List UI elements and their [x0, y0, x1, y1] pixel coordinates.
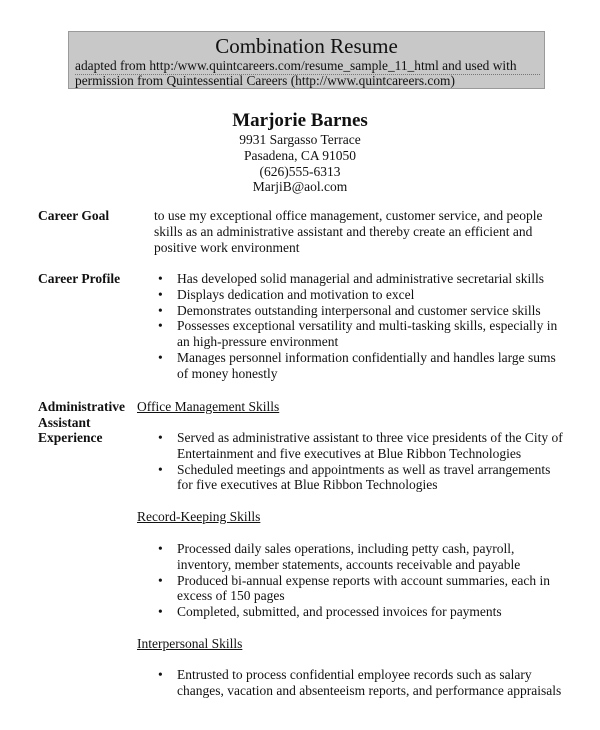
list-item [155, 271, 565, 287]
list-item [155, 287, 565, 303]
list-item-line: changes, vacation and absenteeism reports, and performance appraisals [177, 682, 562, 698]
career-goal-line: skills as an administrative assistant and thereby create an efficient and [154, 223, 533, 239]
contact-block [0, 110, 600, 195]
list-item-line: for five executives at Blue Ribbon Technologies [177, 477, 438, 493]
list-item [155, 541, 565, 573]
career-goal-text [154, 208, 554, 255]
list-item-line: • Processed daily sales operations, including petty cash, payroll, [177, 541, 515, 556]
list-item-line: an high-pressure environment [177, 334, 339, 350]
list-item-line: • Possesses exceptional versatility and multi-tasking skills, especially in [177, 318, 558, 334]
list-item [155, 303, 565, 319]
list-item [155, 318, 565, 350]
list-item-line: Entertainment and five executives at Blue Ribbon Technologies [177, 445, 522, 461]
header-banner [68, 31, 545, 89]
career-goal-label: Career Goal [38, 208, 110, 223]
document-title: Combination Resume [215, 34, 398, 58]
email-address: MarjiB@aol.com [252, 179, 348, 195]
career-profile-label: Career Profile [38, 271, 121, 286]
list-item-line: excess of 150 pages [177, 588, 285, 604]
list-item-line: • Entrusted to process confidential employee records such as salary [177, 667, 532, 682]
experience-label-line: Assistant [38, 414, 91, 430]
list-item [155, 350, 565, 382]
experience-label [38, 399, 125, 446]
list-item-line: inventory, member statements, accounts receivable and payable [177, 556, 521, 572]
list-item-line: • Manages personnel information confidentially and handles large sums [177, 349, 556, 365]
phone-number: (626)555-6313 [259, 163, 341, 179]
experience-label-line: Experience [38, 430, 103, 446]
list-item [155, 573, 565, 605]
list-item [155, 430, 565, 462]
career-profile-list [155, 271, 565, 382]
interpersonal-heading: Interpersonal Skills [137, 636, 243, 651]
list-item [155, 667, 565, 699]
office-management-list [155, 430, 565, 493]
career-goal-line: positive work environment [154, 239, 300, 255]
list-item-line: • Scheduled meetings and appointments as well as travel arrangements [177, 461, 551, 477]
list-item-line: • Produced bi-annual expense reports with account summaries, each in [177, 572, 551, 588]
career-goal-line: to use my exceptional office management, customer service, and people [154, 208, 543, 223]
city-state-zip: Pasadena, CA 91050 [243, 147, 357, 163]
experience-label-line: Administrative [38, 399, 125, 414]
list-item-line: • Demonstrates outstanding interpersonal and customer service skills [177, 302, 541, 318]
office-management-heading: Office Management Skills [137, 399, 280, 414]
list-item [155, 604, 565, 620]
attribution-line-1: adapted from http:/www.quintcareers.com/resume_sample_11_html and used with [75, 58, 540, 75]
record-keeping-heading: Record-Keeping Skills [137, 509, 261, 524]
street-address: 9931 Sargasso Terrace [239, 132, 361, 147]
interpersonal-list [155, 667, 565, 699]
record-keeping-list [155, 541, 565, 620]
list-item [155, 462, 565, 494]
list-item-line: • Completed, submitted, and processed invoices for payments [177, 604, 502, 620]
list-item-line: • Has developed solid managerial and administrative secretarial skills [177, 271, 545, 286]
list-item-line: of money honestly [177, 365, 278, 381]
list-item-line: • Served as administrative assistant to three vice presidents of the City of [177, 430, 563, 445]
attribution-line-2: permission from Quintessential Careers (http://www.quintcareers.com) [75, 73, 455, 88]
applicant-name: Marjorie Barnes [232, 110, 368, 131]
list-item-line: • Displays dedication and motivation to excel [177, 286, 415, 302]
